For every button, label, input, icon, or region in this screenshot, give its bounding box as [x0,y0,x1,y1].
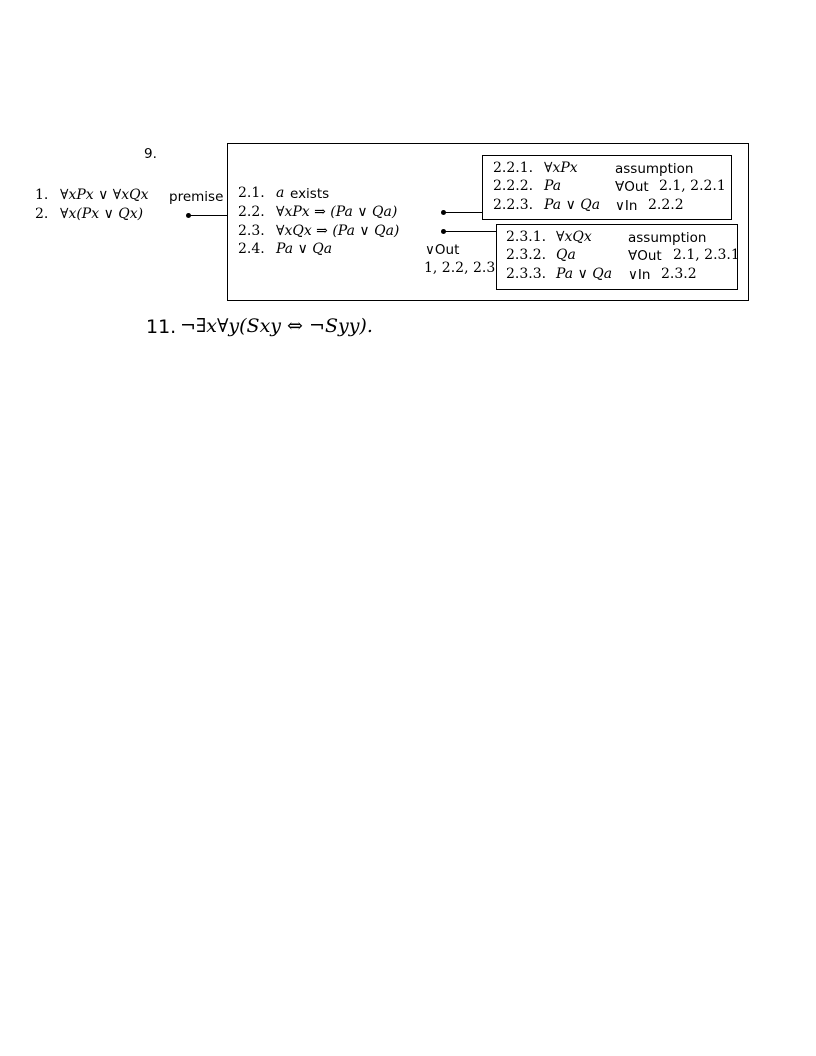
premise-1-number: 1. [35,187,49,203]
row-2-3-1-rule: assumption [628,230,707,246]
row-2-2-1-rule: assumption [615,161,694,177]
problem-number: 9. [144,146,157,162]
row-2-3-3-number: 2.3.3. [506,266,547,282]
row-2-3-number: 2.3. [238,223,265,239]
row-2-3-formula: ∀xQx ⇒ (Pa ∨ Qa) [276,223,400,239]
row-2-3-1-formula: ∀xQx [556,229,592,245]
row-2-1-formula: a [276,185,285,201]
row-2-2-2-formula: Pa [544,178,562,194]
row-2-3-3-rule: ∨In [628,267,651,283]
premise-2-formula: ∀x(Px ∨ Qx) [60,206,144,222]
row-2-3-2-formula: Qa [556,247,576,263]
row-2-2-2-number: 2.2.2. [493,178,534,194]
row-2-2-formula: ∀xPx ⇒ (Pa ∨ Qa) [276,204,398,220]
row-2-2-3-number: 2.2.3. [493,197,534,213]
premise-justification: premise [169,189,224,205]
row-2-1-text: exists [290,186,330,202]
row-2-3-2-refs: 2.1, 2.3.1 [673,247,740,263]
premise-1-formula: ∀xPx ∨ ∀xQx [60,187,149,203]
connector-line-2-2 [444,212,482,213]
connector-line-2-3 [444,231,496,232]
row-2-3-2-rule: ∀Out [628,248,662,264]
row-2-1-number: 2.1. [238,185,265,201]
row-2-2-2-rule: ∀Out [615,179,649,195]
problem-11-number: 11. [146,316,177,338]
row-2-3-3-formula: Pa ∨ Qa [556,266,613,282]
row-2-4-rule: ∨Out [425,242,460,258]
problem-11-formula: ¬∃x∀y(Sxy ⇔ ¬Syy). [180,315,373,337]
row-2-2-number: 2.2. [238,204,265,220]
row-2-4-number: 2.4. [238,241,265,257]
row-2-2-3-rule: ∨In [615,198,638,214]
premise-2-number: 2. [35,206,49,222]
row-2-2-3-refs: 2.2.2 [648,197,684,213]
row-2-2-2-refs: 2.1, 2.2.1 [659,178,726,194]
row-2-2-1-formula: ∀xPx [544,160,578,176]
row-2-3-2-number: 2.3.2. [506,247,547,263]
row-2-3-1-number: 2.3.1. [506,229,547,245]
connector-line [189,215,228,216]
row-2-2-3-formula: Pa ∨ Qa [544,197,601,213]
row-2-4-formula: Pa ∨ Qa [276,241,333,257]
row-2-3-3-refs: 2.3.2 [661,266,697,282]
row-2-4-refs: 1, 2.2, 2.3 [424,260,496,276]
row-2-2-1-number: 2.2.1. [493,160,534,176]
